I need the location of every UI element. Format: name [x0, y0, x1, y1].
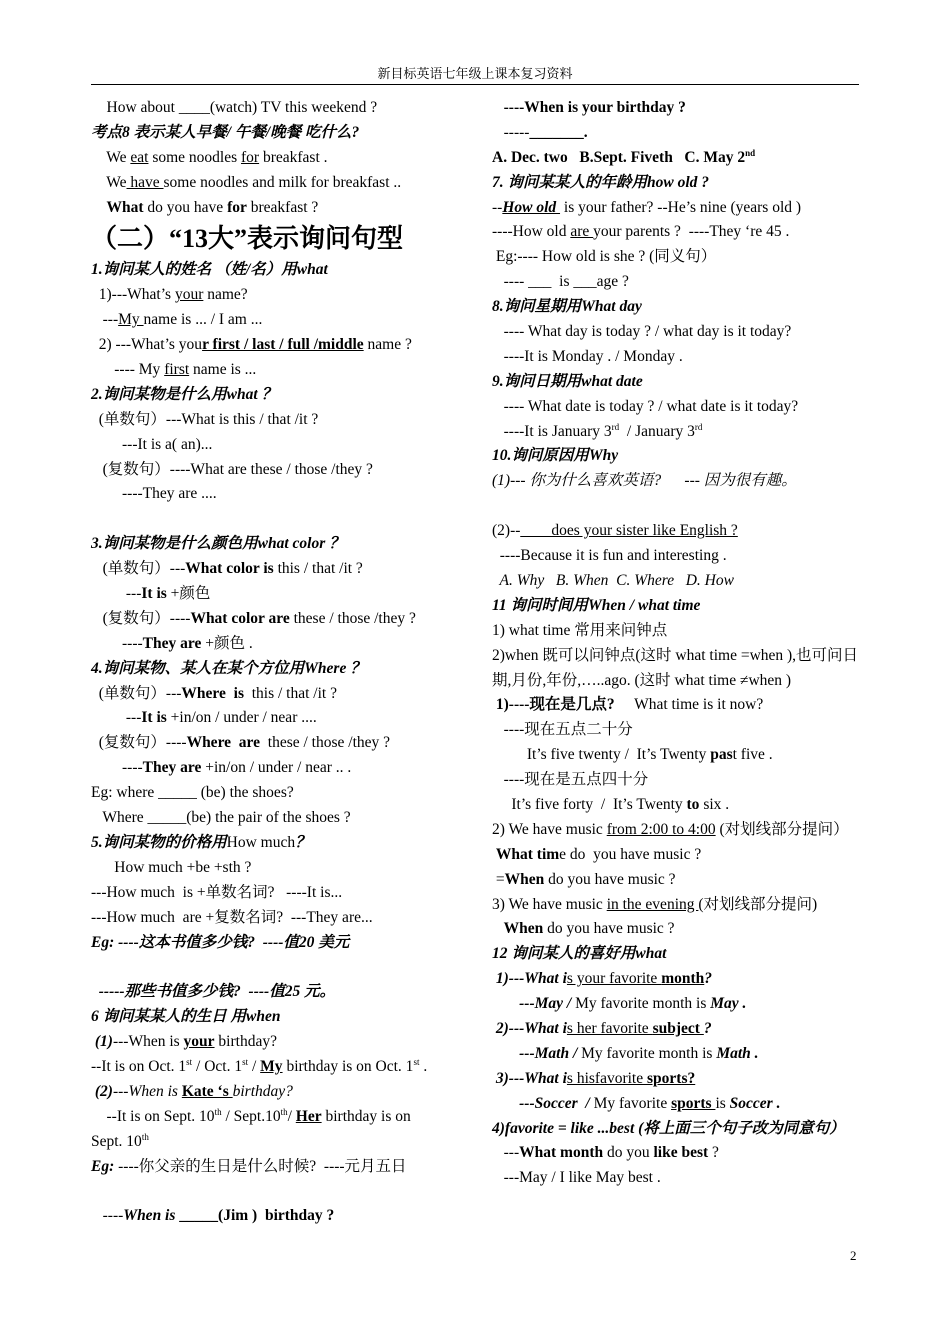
text-run: _______.: [529, 123, 588, 141]
text-run: A. Why B. When C. Where D. How: [492, 571, 734, 589]
text-run: ?: [704, 970, 713, 988]
text-run: 4.询问某物、某人在某个方位用Where ？: [91, 659, 366, 677]
text-line: (复数句）----Where are these / those /they ?: [91, 734, 391, 752]
text-line: ----They are +颜色 .: [91, 634, 253, 652]
text-run: 9.询问日期用what date: [492, 372, 643, 390]
text-line: ----It is Monday . / Monday .: [492, 347, 683, 365]
text-run: for: [241, 148, 260, 166]
text-run: When is: [123, 1207, 176, 1225]
text-line: It’s five twenty / It’s Twenty past five .: [492, 746, 773, 764]
text-line: ----It is January 3rd / January 3rd: [492, 421, 703, 440]
text-line: [91, 121, 466, 146]
text-run: r first / last / full /middle: [202, 336, 364, 354]
text-line: (复数句）----What color are these / those /they ?: [91, 609, 416, 627]
text-run: 11 询问时间用When / what time: [492, 596, 701, 614]
page-number: 2: [850, 1248, 857, 1263]
page-header: 新目标英语七年级上课本复习资料: [91, 66, 859, 85]
text-line: [492, 494, 862, 519]
text-run: ----When is your birthday ?: [503, 99, 686, 116]
text-run: ？: [295, 833, 311, 851]
text-run: They are: [142, 634, 202, 652]
text-line: [91, 532, 466, 557]
text-run: sports: [671, 1094, 716, 1112]
text-run: What: [106, 198, 144, 216]
text-run: st: [186, 1056, 193, 1067]
text-run: ?: [703, 1020, 712, 1037]
text-run: to: [686, 795, 700, 813]
text-line: Eg:---- How old is she ? (同义句）: [492, 248, 717, 266]
text-line: [492, 942, 862, 967]
text-line: How much +be +sth ?: [91, 858, 252, 876]
text-line: ----They are +in/on / under / near .. .: [91, 759, 352, 777]
text-run: They are: [142, 759, 202, 777]
text-line: [91, 258, 466, 283]
text-line: ---It is a( an)...: [91, 435, 213, 453]
text-run: What tim: [495, 845, 560, 863]
text-run: st: [413, 1056, 420, 1067]
text-run: ___ does your sister like English ?: [520, 522, 738, 540]
text-run: (1)--- 你为什么喜欢英语? --- 因为很有趣。: [492, 472, 797, 490]
text-line: 1)---What’s your name?: [91, 286, 248, 304]
text-line: ---It is +颜色: [91, 585, 211, 603]
text-run: have: [126, 173, 164, 191]
text-line: 5.询问某物的价格用How much？: [91, 833, 311, 851]
text-line: [91, 1005, 466, 1030]
text-run: 8.询问星期用What day: [492, 298, 642, 316]
text-run: 4)favorite = like ...best (将上面三个句子改为同意句）: [492, 1119, 845, 1137]
text-line: ---How much is +单数名词? ----It is...: [91, 883, 343, 901]
text-run: 7. 询问某某人的年龄用how old ?: [492, 173, 710, 191]
text-run: What color are: [190, 609, 290, 627]
text-run: 2)---What i: [495, 1020, 567, 1037]
text-run: rd: [611, 421, 620, 432]
text-line: ---How much are +复数名词? ---They are...: [91, 908, 373, 926]
text-run: rd: [694, 421, 703, 432]
text-run: -----那些书值多少钱? ----值25 元。: [91, 983, 336, 1001]
text-line: [492, 967, 862, 992]
text-line: It’s five forty / It’s Twenty to six .: [492, 795, 730, 813]
text-run: Kate ‘s: [181, 1082, 233, 1100]
text-line: (单数句）---What color is this / that /it ?: [91, 560, 363, 578]
text-line: Where _____(be) the pair of the shoes ?: [91, 809, 351, 827]
text-run: 考点8 表示某人早餐/ 午餐/晚餐 吃什么?: [91, 123, 360, 141]
text-line: [91, 507, 466, 532]
text-run: 10.询问原因用Why: [492, 447, 619, 465]
text-line: How about ____(watch) TV this weekend ?: [91, 99, 378, 116]
text-run: 2.询问某物是什么用what ？: [91, 385, 278, 403]
text-line: ----现在是五点四十分: [492, 771, 649, 789]
text-line: [492, 469, 862, 494]
text-line: [492, 1017, 862, 1042]
text-line: [91, 1080, 466, 1105]
text-line: [91, 955, 466, 980]
left-column: [91, 96, 466, 1229]
text-run: It is: [141, 709, 167, 727]
text-line: [492, 370, 862, 395]
text-line: (单数句）---Where is this / that /it ?: [91, 684, 337, 702]
text-line: [91, 383, 466, 408]
text-run: A. Dec. two B.Sept. Fiveth C. May 2: [492, 148, 746, 166]
text-line: ---Soccer / My favorite sports is Soccer .: [519, 1094, 781, 1112]
text-line: When do you have music ?: [503, 920, 675, 938]
text-run: Math .: [716, 1044, 759, 1062]
text-run: birthday?: [232, 1082, 293, 1100]
text-run: nd: [745, 147, 756, 158]
text-line: ---- What date is today ? / what date is it today?: [492, 397, 799, 415]
text-run: from 2:00 to 4:00: [606, 820, 716, 838]
text-run: How old: [502, 198, 561, 216]
text-run: When: [503, 920, 544, 938]
text-line: 1) what time 常用来问钟点: [492, 621, 668, 639]
text-run: eat: [130, 148, 149, 166]
text-run: Where is: [181, 684, 244, 702]
text-line: Eg: ----你父亲的生日是什么时候? ----元月五日: [91, 1157, 407, 1175]
text-line: [91, 657, 466, 682]
text-line: --It is on Oct. 1st / Oct. 1st / My birthday is on Oct. 1st .: [91, 1056, 428, 1075]
text-line: ----Because it is fun and interesting .: [492, 547, 727, 565]
text-line: -----_______.: [492, 123, 588, 141]
text-run: pas: [710, 746, 733, 764]
text-run: Her: [295, 1107, 322, 1125]
text-line: ---- ___ is ___age ?: [492, 273, 629, 291]
text-run: your: [183, 1033, 215, 1051]
text-line: ----现在五点二十分: [492, 721, 633, 739]
text-line: 1)----现在是几点? What time is it now?: [495, 696, 764, 714]
text-line: Sept. 10th: [91, 1131, 149, 1150]
text-line: [492, 569, 862, 594]
text-run: th: [280, 1106, 288, 1117]
text-run: My: [260, 1057, 283, 1075]
text-run: What month: [519, 1144, 604, 1162]
text-run: When: [504, 870, 545, 888]
text-run: ---Math /: [519, 1044, 578, 1062]
text-line: What time do you have music ?: [495, 845, 702, 863]
text-line: [91, 980, 466, 1005]
text-run: month: [661, 970, 705, 988]
text-line: ---My name is ... / I am ...: [91, 311, 263, 329]
text-line: 3) We have music in the evening (对划线部分提问): [492, 895, 818, 913]
text-run: (2): [94, 1082, 113, 1100]
text-run: 1)----现在是几点?: [495, 696, 615, 714]
text-run: ---Soccer /: [519, 1094, 590, 1112]
text-run: ---When is: [112, 1082, 182, 1100]
text-line: (2)--___ does your sister like English ?: [492, 522, 738, 540]
text-line: We eat some noodles for breakfast .: [91, 148, 328, 166]
text-run: ---May /: [519, 995, 572, 1013]
text-line: ---What month do you like best ?: [492, 1144, 719, 1162]
text-line: [492, 1067, 862, 1092]
text-line: --How old is your father? --He’s nine (years old ): [492, 198, 802, 216]
text-line: Eg: where _____ (be) the shoes?: [91, 784, 294, 802]
text-line: ----They are ....: [91, 485, 217, 503]
text-run: subject: [652, 1020, 704, 1037]
text-run: first: [164, 361, 190, 379]
text-line: [492, 444, 862, 469]
text-line: 2) We have music from 2:00 to 4:00 (对划线部分提问）: [492, 820, 849, 838]
text-run: 5.询问某物的价格用: [91, 833, 227, 851]
text-line: 2) ---What’s your first / last / full /middle name ?: [91, 336, 412, 354]
text-run: 3)---What i: [495, 1069, 567, 1087]
text-line: [492, 171, 862, 196]
text-line: ----When is _____(Jim ) birthday ?: [91, 1207, 335, 1225]
text-run: Soccer .: [729, 1094, 781, 1112]
text-run: 6 询问某某人的生日 用when: [91, 1008, 281, 1026]
text-line: [492, 146, 862, 171]
text-line: [91, 931, 466, 956]
text-line: (1)---When is your birthday?: [94, 1033, 277, 1051]
text-run: s your favorite: [566, 970, 662, 988]
text-line: --It is on Sept. 10th / Sept.10th/ Her birthday is on: [91, 1106, 411, 1125]
text-line: [492, 1117, 862, 1142]
text-run: like best: [653, 1144, 709, 1162]
text-run: are: [570, 223, 594, 241]
text-run: 12 询问某人的喜好用what: [492, 945, 667, 963]
text-run: sports?: [647, 1069, 696, 1087]
text-run: st: [242, 1056, 249, 1067]
text-run: s her favorite: [566, 1020, 653, 1037]
text-run: (1): [94, 1033, 113, 1051]
right-column: [492, 96, 862, 1191]
text-line: ---May / I like May best .: [492, 1169, 661, 1187]
text-run: _____(Jim ) birthday ?: [175, 1207, 335, 1225]
text-line: [492, 96, 862, 121]
text-run: Where are: [186, 734, 261, 752]
text-run: It is: [141, 585, 167, 603]
text-line: We have some noodles and milk for breakfast ..: [91, 173, 402, 191]
text-run: Eg: ----这本书值多少钱? ----值20 美元: [91, 933, 350, 951]
text-line: [492, 295, 862, 320]
text-line: What do you have for breakfast ?: [106, 198, 319, 216]
text-run: May .: [710, 995, 747, 1013]
text-run: My: [118, 311, 144, 329]
text-line: ---May / My favorite month is May .: [519, 995, 747, 1013]
text-run: 3.询问某物是什么颜色用what color ？: [91, 535, 345, 553]
text-run: th: [214, 1106, 222, 1117]
text-line: ----How old are your parents ? ----They ‘re 45 .: [492, 223, 790, 241]
text-line: =When do you have music ?: [492, 870, 676, 888]
text-run: 1)---What i: [495, 970, 567, 988]
section-title: （二）“13大”表示询问句型: [91, 224, 404, 254]
text-run: for: [227, 198, 247, 216]
text-run: 1.询问某人的姓名 （姓/名）用what: [91, 261, 328, 279]
text-line: (复数句）----What are these / those /they ?: [91, 460, 373, 478]
text-line: 2)when 既可以问钟点(这时 what time =when ),也可问日期,月份,年份,…..ago. (这时 what time ≠when ): [492, 646, 859, 689]
text-run: your: [174, 286, 204, 304]
text-line: [91, 1179, 466, 1204]
text-line: [492, 594, 862, 619]
text-run: in the evening: [606, 895, 699, 913]
text-run: Eg:: [91, 1157, 115, 1175]
text-run: s hisfavorite: [566, 1069, 647, 1087]
text-line: ---It is +in/on / under / near ....: [91, 709, 317, 727]
text-run: th: [141, 1131, 149, 1142]
text-line: ---Math / My favorite month is Math .: [519, 1044, 759, 1062]
text-line: (单数句）---What is this / that /it ?: [91, 410, 319, 428]
text-run: What color is: [185, 560, 274, 578]
text-line: ---- What day is today ? / what day is it today?: [492, 323, 792, 341]
text-line: ---- My first name is ...: [91, 361, 257, 379]
